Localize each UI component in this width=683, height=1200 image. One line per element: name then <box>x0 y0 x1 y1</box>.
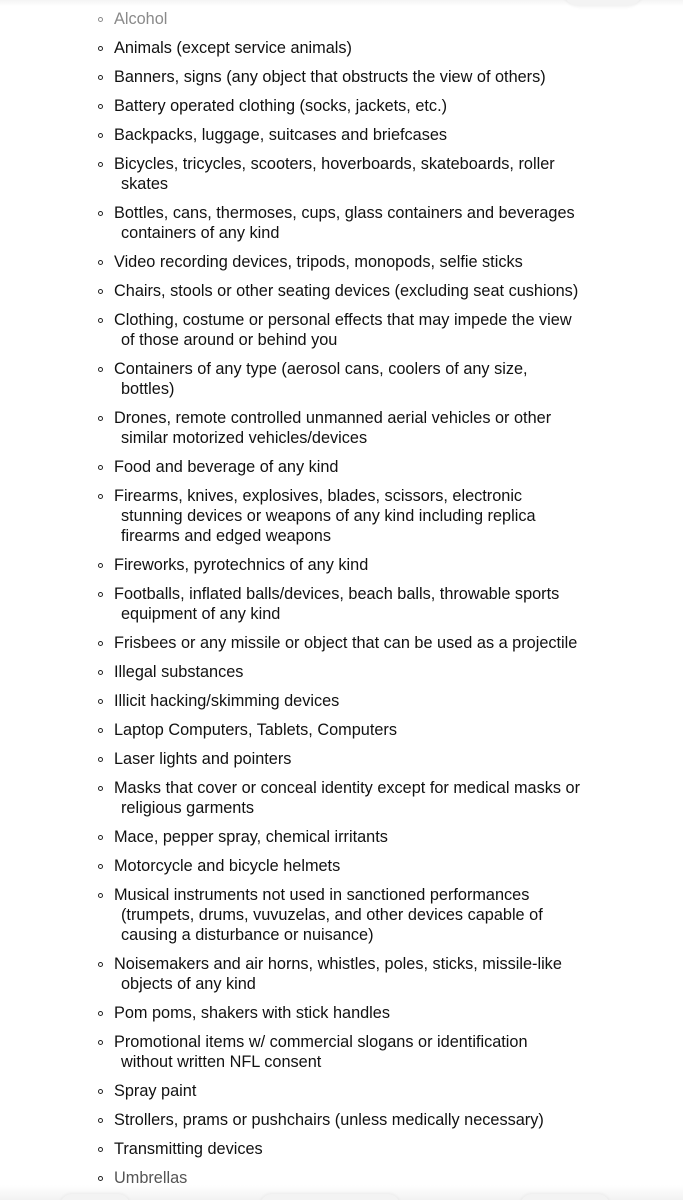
list-item-line: without written NFL consent <box>121 1053 322 1071</box>
list-item-line: causing a disturbance or nuisance) <box>121 926 374 944</box>
hollow-circle-bullet-icon <box>98 260 103 265</box>
list-item <box>0 203 683 243</box>
list-item-line: Drones, remote controlled unmanned aerial vehicles or other <box>114 409 552 427</box>
list-item <box>0 954 683 994</box>
list-item-text <box>114 154 623 194</box>
hollow-circle-bullet-icon <box>98 1118 103 1123</box>
list-item-text <box>114 1032 623 1072</box>
list-item-line: Masks that cover or conceal identity except for medical masks or <box>114 779 581 797</box>
list-item <box>0 67 683 87</box>
list-item-line: firearms and edged weapons <box>121 527 331 545</box>
list-item-text <box>114 310 623 350</box>
list-item <box>0 9 683 29</box>
hollow-circle-bullet-icon <box>98 1040 103 1045</box>
list-item-line: Motorcycle and bicycle helmets <box>114 857 341 875</box>
list-item <box>0 584 683 624</box>
list-item <box>0 1110 683 1130</box>
list-item-line: (trumpets, drums, vuvuzelas, and other devices capable of <box>121 906 543 924</box>
list-item-text <box>114 1168 623 1188</box>
list-item-line: Spray paint <box>114 1082 197 1100</box>
list-item-text <box>114 1110 623 1130</box>
list-item <box>0 38 683 58</box>
list-item-text <box>114 749 623 769</box>
list-item-text <box>114 359 623 399</box>
list-item <box>0 310 683 350</box>
list-item-text <box>114 408 623 448</box>
list-item-text <box>114 856 623 876</box>
hollow-circle-bullet-icon <box>98 46 103 51</box>
list-item <box>0 749 683 769</box>
list-item-line: stunning devices or weapons of any kind including replica <box>121 507 536 525</box>
list-item <box>0 827 683 847</box>
list-item <box>0 154 683 194</box>
hollow-circle-bullet-icon <box>98 211 103 216</box>
list-item-text <box>114 954 623 994</box>
list-item <box>0 281 683 301</box>
list-item <box>0 633 683 653</box>
bottom-edge-overlay <box>520 1194 610 1200</box>
list-item-line: Pom poms, shakers with stick handles <box>114 1004 390 1022</box>
list-item-line: Video recording devices, tripods, monopods, selfie sticks <box>114 253 523 271</box>
list-item-line: Battery operated clothing (socks, jackets, etc.) <box>114 97 448 115</box>
hollow-circle-bullet-icon <box>98 465 103 470</box>
hollow-circle-bullet-icon <box>98 318 103 323</box>
list-item-line: Containers of any type (aerosol cans, coolers of any size, <box>114 360 528 378</box>
list-item-text <box>114 584 623 624</box>
list-item-text <box>114 720 623 740</box>
hollow-circle-bullet-icon <box>98 670 103 675</box>
list-item-line: religious garments <box>121 799 255 817</box>
list-item-text <box>114 281 623 301</box>
list-item-text <box>114 827 623 847</box>
list-item <box>0 1003 683 1023</box>
list-item-line: Fireworks, pyrotechnics of any kind <box>114 556 369 574</box>
list-item-text <box>114 38 623 58</box>
list-item-text <box>114 555 623 575</box>
list-item-text <box>114 9 623 29</box>
bottom-edge-overlay <box>60 1194 130 1200</box>
list-item-line: Footballs, inflated balls/devices, beach balls, throwable sports <box>114 585 560 603</box>
hollow-circle-bullet-icon <box>98 699 103 704</box>
bottom-edge-overlay <box>260 1194 400 1200</box>
hollow-circle-bullet-icon <box>98 17 103 22</box>
list-item <box>0 1139 683 1159</box>
list-item-text <box>114 1003 623 1023</box>
list-item-line: Strollers, prams or pushchairs (unless medically necessary) <box>114 1111 544 1129</box>
list-item <box>0 125 683 145</box>
list-item <box>0 1032 683 1072</box>
hollow-circle-bullet-icon <box>98 835 103 840</box>
list-item <box>0 486 683 546</box>
list-item <box>0 555 683 575</box>
prohibited-items-list <box>0 9 683 1197</box>
list-item-line: skates <box>121 175 169 193</box>
hollow-circle-bullet-icon <box>98 75 103 80</box>
list-item-line: Promotional items w/ commercial slogans or identification <box>114 1033 528 1051</box>
list-item-text <box>114 486 623 546</box>
hollow-circle-bullet-icon <box>98 1089 103 1094</box>
list-item-line: equipment of any kind <box>121 605 281 623</box>
list-item-text <box>114 1081 623 1101</box>
list-item-line: Firearms, knives, explosives, blades, scissors, electronic <box>114 487 523 505</box>
list-item <box>0 96 683 116</box>
hollow-circle-bullet-icon <box>98 641 103 646</box>
list-item <box>0 691 683 711</box>
list-item <box>0 1081 683 1101</box>
hollow-circle-bullet-icon <box>98 1011 103 1016</box>
list-item-line: Noisemakers and air horns, whistles, poles, sticks, missile-like <box>114 955 562 973</box>
list-item-line: Backpacks, luggage, suitcases and briefcases <box>114 126 448 144</box>
list-item <box>0 885 683 945</box>
list-item-text <box>114 633 623 653</box>
list-item-text <box>114 778 623 818</box>
list-item-line: containers of any kind <box>121 224 280 242</box>
list-item <box>0 856 683 876</box>
list-item-line: Alcohol <box>114 10 168 28</box>
list-item-text <box>114 457 623 477</box>
hollow-circle-bullet-icon <box>98 416 103 421</box>
list-item-line: Musical instruments not used in sanctioned performances <box>114 886 530 904</box>
list-item-line: Chairs, stools or other seating devices (excluding seat cushions) <box>114 282 579 300</box>
list-item-text <box>114 67 623 87</box>
list-item <box>0 1168 683 1188</box>
list-item-text <box>114 203 623 243</box>
hollow-circle-bullet-icon <box>98 494 103 499</box>
list-item-line: Transmitting devices <box>114 1140 263 1158</box>
hollow-circle-bullet-icon <box>98 962 103 967</box>
list-item <box>0 252 683 272</box>
list-item <box>0 662 683 682</box>
list-item-text <box>114 96 623 116</box>
list-item-line: Food and beverage of any kind <box>114 458 339 476</box>
list-item-line: Laser lights and pointers <box>114 750 292 768</box>
list-item-line: similar motorized vehicles/devices <box>121 429 368 447</box>
top-edge-overlay <box>563 0 643 6</box>
list-item-text <box>114 252 623 272</box>
list-item-line: Illicit hacking/skimming devices <box>114 692 340 710</box>
hollow-circle-bullet-icon <box>98 104 103 109</box>
hollow-circle-bullet-icon <box>98 1147 103 1152</box>
hollow-circle-bullet-icon <box>98 133 103 138</box>
list-item-line: Bottles, cans, thermoses, cups, glass containers and beverages <box>114 204 575 222</box>
list-item-text <box>114 885 623 945</box>
hollow-circle-bullet-icon <box>98 864 103 869</box>
hollow-circle-bullet-icon <box>98 893 103 898</box>
list-item <box>0 720 683 740</box>
list-item <box>0 778 683 818</box>
list-item-text <box>114 125 623 145</box>
hollow-circle-bullet-icon <box>98 592 103 597</box>
list-item-line: Banners, signs (any object that obstructs the view of others) <box>114 68 546 86</box>
hollow-circle-bullet-icon <box>98 786 103 791</box>
list-item-line: Laptop Computers, Tablets, Computers <box>114 721 397 739</box>
list-item-line: Umbrellas <box>114 1169 188 1187</box>
list-item <box>0 408 683 448</box>
hollow-circle-bullet-icon <box>98 1176 103 1181</box>
list-item-line: Frisbees or any missile or object that can be used as a projectile <box>114 634 578 652</box>
list-item-text <box>114 691 623 711</box>
list-item-text <box>114 1139 623 1159</box>
list-item-line: Clothing, costume or personal effects that may impede the view <box>114 311 572 329</box>
list-item <box>0 359 683 399</box>
list-item-line: Bicycles, tricycles, scooters, hoverboards, skateboards, roller <box>114 155 555 173</box>
list-item-line: Illegal substances <box>114 663 244 681</box>
list-item-text <box>114 662 623 682</box>
list-item-line: Mace, pepper spray, chemical irritants <box>114 828 388 846</box>
hollow-circle-bullet-icon <box>98 563 103 568</box>
list-item <box>0 457 683 477</box>
list-item-line: objects of any kind <box>121 975 256 993</box>
list-item-line: of those around or behind you <box>121 331 338 349</box>
hollow-circle-bullet-icon <box>98 757 103 762</box>
hollow-circle-bullet-icon <box>98 367 103 372</box>
hollow-circle-bullet-icon <box>98 289 103 294</box>
list-item-line: bottles) <box>121 380 175 398</box>
hollow-circle-bullet-icon <box>98 728 103 733</box>
list-item-line: Animals (except service animals) <box>114 39 352 57</box>
hollow-circle-bullet-icon <box>98 162 103 167</box>
